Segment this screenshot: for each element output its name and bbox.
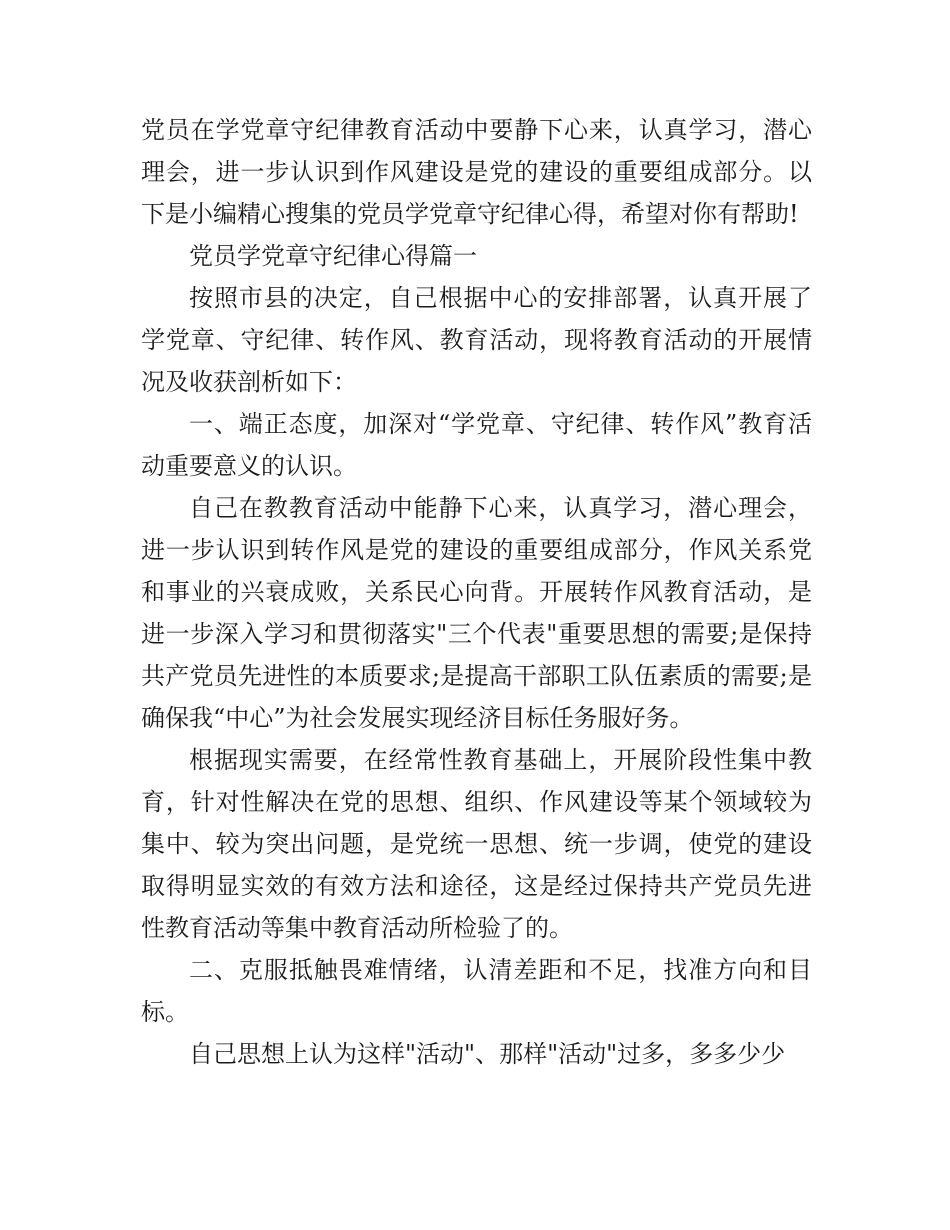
body-paragraph: 根据现实需要，在经常性教育基础上，开展阶段性集中教育，针对性解决在党的思想、组织、作风建设等某个领域较为集中、较为突出问题，是党统一思想、统一步调，使党的建设取得明显实效的有效方法和途径，这是经过保持共产党员先进性教育活动等集中教育活动所检验了的。 <box>141 746 812 942</box>
point-heading-two: 二、克服抵触畏难情绪，认清差距和不足，找准方向和目标。 <box>141 956 812 1026</box>
intro-paragraph: 党员在学党章守纪律教育活动中要静下心来，认真学习，潜心理会，进一步认识到作风建设是党的建设的重要组成部分。以下是小编精心搜集的党员学党章守纪律心得，希望对你有帮助! <box>141 116 812 228</box>
body-paragraph: 自己思想上认为这样"活动"、那样"活动"过多，多多少少 <box>189 1040 786 1068</box>
body-paragraph: 自己在教教育活动中能静下心来，认真学习，潜心理会，进一步认识到转作风是党的建设的重要组成部分，作风关系党和事业的兴衰成败，关系民心向背。开展转作风教育活动，是进一步深入学习和贯彻落实"三个代表"重要思想的需要;是保持共产党员先进性的本质要求;是提高干部职工队伍素质的需要;是确保我“中心”为社会发展实现经济目标任务服好务。 <box>141 494 812 732</box>
body-paragraph: 按照市县的决定，自己根据中心的安排部署，认真开展了学党章、守纪律、转作风、教育活动，现将教育活动的开展情况及收获剖析如下： <box>141 284 812 396</box>
point-heading-one: 一、端正态度，加深对“学党章、守纪律、转作风”教育活动重要意义的认识。 <box>141 410 812 480</box>
section-heading-part-one: 党员学党章守纪律心得篇一 <box>189 242 477 270</box>
